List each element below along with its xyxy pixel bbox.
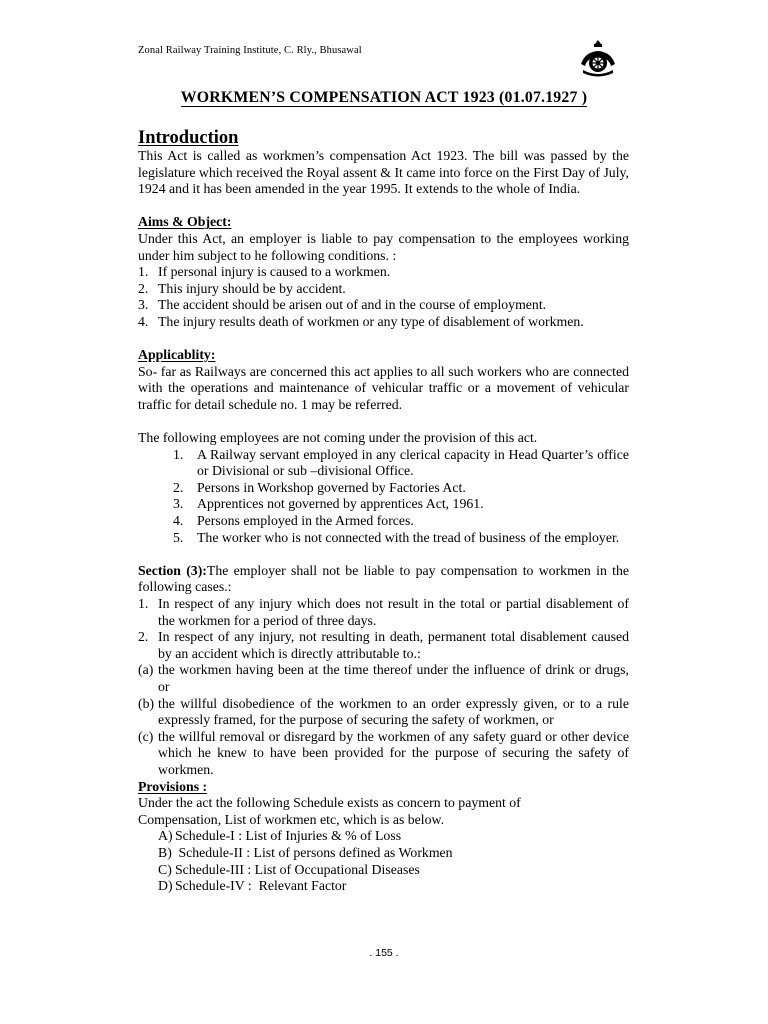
railway-emblem-icon	[575, 38, 621, 80]
list-item: (a) the workmen having been at the time thereof under the influence of drink or drugs, or	[138, 662, 629, 694]
provisions-text-line2: Compensation, List of workmen etc, which is as below.	[138, 811, 445, 827]
aims-list	[138, 264, 629, 330]
schedule-list	[138, 828, 629, 894]
document-body	[138, 148, 629, 895]
list-item: 2. Persons in Workshop governed by Factories Act.	[173, 479, 466, 495]
list-item: 2. This injury should be by accident.	[138, 280, 346, 296]
section3-sublist	[138, 662, 629, 778]
list-item: 5. The worker who is not connected with the tread of business of the employer.	[173, 529, 620, 545]
aims-heading: Aims & Object:	[138, 214, 232, 230]
list-item: 1. A Railway servant employed in any clerical capacity in Head Quarter’s office or Divisional or sub –divisional Office.	[173, 446, 629, 479]
introduction-text: This Act is called as workmen’s compensation Act 1923. The bill was passed by the legislature which received the Royal assent & It came into force on the First Day of July, 1924 and it has been amended in the year 1995. It extends to the whole of India.	[138, 148, 629, 197]
introduction-heading: Introduction	[138, 128, 239, 148]
header-institute: Zonal Railway Training Institute, C. Rly., Bhusawal	[138, 45, 362, 56]
excluded-intro: The following employees are not coming under the provision of this act.	[138, 430, 538, 446]
list-item: (b) the willful disobedience of the workmen to an order expressly given, or to a rule expressly framed, for the purpose of securing the safety of workmen, or	[138, 695, 629, 728]
list-item: 1. In respect of any injury which does not result in the total or partial disablement of the workmen for a period of three days.	[138, 596, 629, 628]
list-item: 1. If personal injury is caused to a workmen.	[138, 264, 391, 280]
section3-intro: Section (3):The employer shall not be liable to pay compensation to workmen in the following cases.:	[138, 562, 629, 595]
provisions-heading: Provisions :	[138, 778, 208, 794]
page-number: . 155 .	[369, 947, 399, 959]
list-item: (c) the willful removal or disregard by the workmen of any safety guard or other device which he knew to have been provided for the purpose of securing the safety of workmen.	[138, 728, 629, 777]
section3-label: Section (3):	[138, 562, 207, 578]
provisions-text-line1: Under the act the following Schedule exists as concern to payment of	[138, 795, 521, 811]
excluded-list	[138, 447, 629, 547]
list-item: B) Schedule-II : List of persons defined as Workmen	[158, 844, 453, 860]
applicability-heading: Applicablity:	[138, 347, 216, 363]
list-item: A) Schedule-I : List of Injuries & % of Loss	[158, 828, 402, 844]
list-item: 2. In respect of any injury, not resulting in death, permanent total disablement caused by an accident which is directly attributable to.:	[138, 629, 629, 661]
list-item: 4. Persons employed in the Armed forces.	[173, 513, 414, 529]
document-title: WORKMEN’S COMPENSATION ACT 1923 (01.07.1927 )	[180, 89, 588, 106]
list-item: C) Schedule-III : List of Occupational Diseases	[158, 861, 420, 877]
aims-text: Under this Act, an employer is liable to pay compensation to the employees working under him subject to he following conditions. :	[138, 230, 629, 263]
list-item: D) Schedule-IV : Relevant Factor	[158, 878, 347, 894]
section3-list	[138, 596, 629, 662]
list-item: 3. Apprentices not governed by apprentices Act, 1961.	[173, 496, 484, 512]
list-item: 4. The injury results death of workmen or any type of disablement of workmen.	[138, 313, 584, 329]
applicability-text: So- far as Railways are concerned this act applies to all such workers who are connected with the operations and maintenance of vehicular traffic or a movement of vehicular traffic for detail schedule no. 1 may be referred.	[138, 363, 629, 412]
list-item: 3. The accident should be arisen out of and in the course of employment.	[138, 297, 547, 313]
